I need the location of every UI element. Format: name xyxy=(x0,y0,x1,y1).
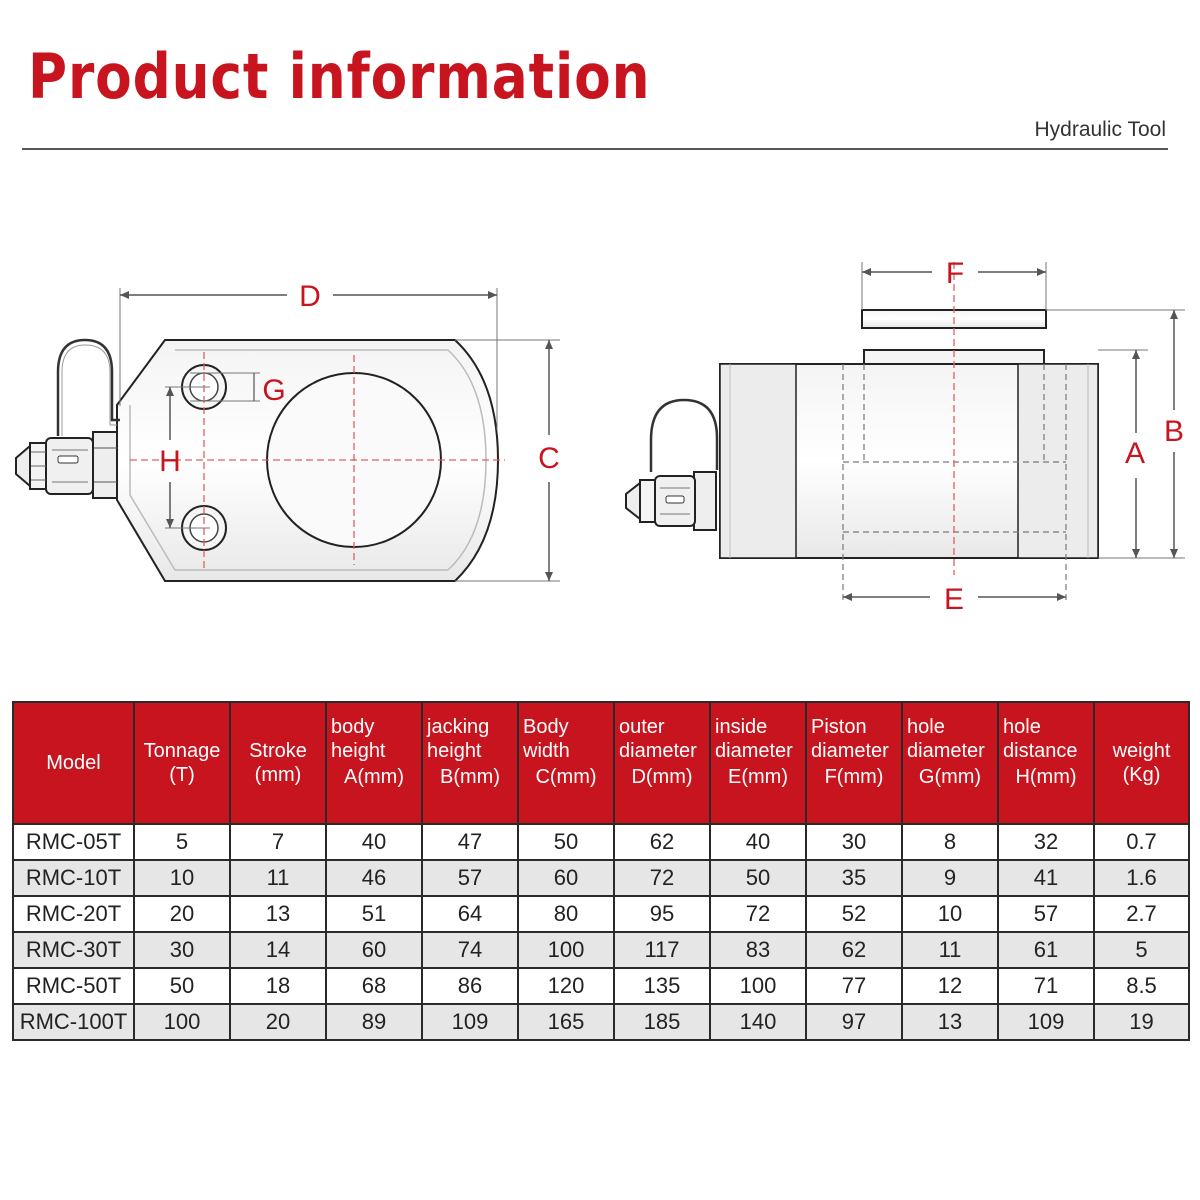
table-cell: 30 xyxy=(806,824,902,860)
label-F: F xyxy=(945,257,965,290)
header-stroke: Stroke (mm) xyxy=(230,702,326,824)
table-row xyxy=(13,968,1189,1004)
table-cell: 11 xyxy=(902,932,998,968)
table-cell: 18 xyxy=(230,968,326,1004)
table-cell: 40 xyxy=(710,824,806,860)
top-view xyxy=(16,280,560,581)
table-cell: 97 xyxy=(806,1004,902,1040)
side-view xyxy=(626,257,1185,616)
table-cell: 86 xyxy=(422,968,518,1004)
label-A: A xyxy=(1124,437,1146,470)
table-cell: 165 xyxy=(518,1004,614,1040)
table-row xyxy=(13,824,1189,860)
table-cell: 20 xyxy=(134,896,230,932)
label-B: B xyxy=(1163,415,1185,448)
table-cell: 8 xyxy=(902,824,998,860)
table-cell: 9 xyxy=(902,860,998,896)
table-cell: 0.7 xyxy=(1094,824,1189,860)
table-cell: 50 xyxy=(518,824,614,860)
table-cell: 57 xyxy=(998,896,1094,932)
table-cell: 50 xyxy=(134,968,230,1004)
table-cell: 109 xyxy=(422,1004,518,1040)
header-hole-diameter: hole diameter G(mm) xyxy=(902,702,998,824)
table-cell: 47 xyxy=(422,824,518,860)
spec-table-body xyxy=(13,824,1189,1040)
dimension-E xyxy=(843,583,1066,616)
coupler-fitting-side-view xyxy=(626,400,717,530)
table-cell: 100 xyxy=(518,932,614,968)
table-cell: 60 xyxy=(518,860,614,896)
table-cell: 83 xyxy=(710,932,806,968)
table-cell: 52 xyxy=(806,896,902,932)
table-cell: 13 xyxy=(902,1004,998,1040)
table-cell: 95 xyxy=(614,896,710,932)
label-C: C xyxy=(538,442,560,475)
table-row xyxy=(13,860,1189,896)
header-row xyxy=(13,702,1189,824)
table-cell: 20 xyxy=(230,1004,326,1040)
table-cell: 68 xyxy=(326,968,422,1004)
table-cell: 120 xyxy=(518,968,614,1004)
table-cell: 109 xyxy=(998,1004,1094,1040)
table-cell: 1.6 xyxy=(1094,860,1189,896)
table-cell: 14 xyxy=(230,932,326,968)
table-cell: 100 xyxy=(710,968,806,1004)
coupler-fitting-top-view xyxy=(16,340,120,498)
table-cell: 50 xyxy=(710,860,806,896)
header-hole-distance: hole distance H(mm) xyxy=(998,702,1094,824)
table-cell: 80 xyxy=(518,896,614,932)
table-cell: 7 xyxy=(230,824,326,860)
cell-model: RMC-100T xyxy=(13,1004,134,1040)
dimension-F xyxy=(862,257,1046,310)
table-cell: 32 xyxy=(998,824,1094,860)
cell-model: RMC-05T xyxy=(13,824,134,860)
cell-model: RMC-20T xyxy=(13,896,134,932)
header-model: Model xyxy=(13,702,134,824)
header-piston-diameter: Piston diameter F(mm) xyxy=(806,702,902,824)
header-body-width: Body width C(mm) xyxy=(518,702,614,824)
spec-table xyxy=(12,701,1190,1041)
label-G: G xyxy=(262,374,286,407)
cell-model: RMC-30T xyxy=(13,932,134,968)
table-cell: 71 xyxy=(998,968,1094,1004)
table-cell: 89 xyxy=(326,1004,422,1040)
header-outer-diameter: outer diameter D(mm) xyxy=(614,702,710,824)
table-cell: 140 xyxy=(710,1004,806,1040)
table-cell: 135 xyxy=(614,968,710,1004)
table-cell: 60 xyxy=(326,932,422,968)
table-cell: 51 xyxy=(326,896,422,932)
table-cell: 62 xyxy=(806,932,902,968)
table-cell: 5 xyxy=(1094,932,1189,968)
label-D: D xyxy=(299,280,321,313)
table-cell: 72 xyxy=(614,860,710,896)
table-cell: 5 xyxy=(134,824,230,860)
cell-model: RMC-10T xyxy=(13,860,134,896)
table-cell: 61 xyxy=(998,932,1094,968)
table-cell: 12 xyxy=(902,968,998,1004)
table-cell: 185 xyxy=(614,1004,710,1040)
table-cell: 72 xyxy=(710,896,806,932)
page-subtitle: Hydraulic Tool xyxy=(1034,118,1166,141)
table-cell: 35 xyxy=(806,860,902,896)
table-cell: 8.5 xyxy=(1094,968,1189,1004)
label-E: E xyxy=(943,583,965,616)
table-cell: 2.7 xyxy=(1094,896,1189,932)
header-body-height: body height A(mm) xyxy=(326,702,422,824)
table-cell: 40 xyxy=(326,824,422,860)
table-row xyxy=(13,896,1189,932)
label-H: H xyxy=(159,445,181,478)
table-cell: 64 xyxy=(422,896,518,932)
table-cell: 62 xyxy=(614,824,710,860)
table-cell: 30 xyxy=(134,932,230,968)
table-cell: 117 xyxy=(614,932,710,968)
cell-model: RMC-50T xyxy=(13,968,134,1004)
header-inside-diameter: inside diameter E(mm) xyxy=(710,702,806,824)
table-cell: 46 xyxy=(326,860,422,896)
table-cell: 74 xyxy=(422,932,518,968)
table-cell: 11 xyxy=(230,860,326,896)
table-cell: 100 xyxy=(134,1004,230,1040)
header-tonnage: Tonnage (T) xyxy=(134,702,230,824)
page-title: Product information xyxy=(28,40,651,113)
table-cell: 57 xyxy=(422,860,518,896)
header-weight: weight (Kg) xyxy=(1094,702,1189,824)
table-row xyxy=(13,1004,1189,1040)
table-cell: 10 xyxy=(134,860,230,896)
table-cell: 13 xyxy=(230,896,326,932)
table-row xyxy=(13,932,1189,968)
header-jacking-height: jacking height B(mm) xyxy=(422,702,518,824)
table-cell: 10 xyxy=(902,896,998,932)
table-cell: 77 xyxy=(806,968,902,1004)
table-cell: 41 xyxy=(998,860,1094,896)
table-cell: 19 xyxy=(1094,1004,1189,1040)
dimension-A xyxy=(1098,350,1185,558)
